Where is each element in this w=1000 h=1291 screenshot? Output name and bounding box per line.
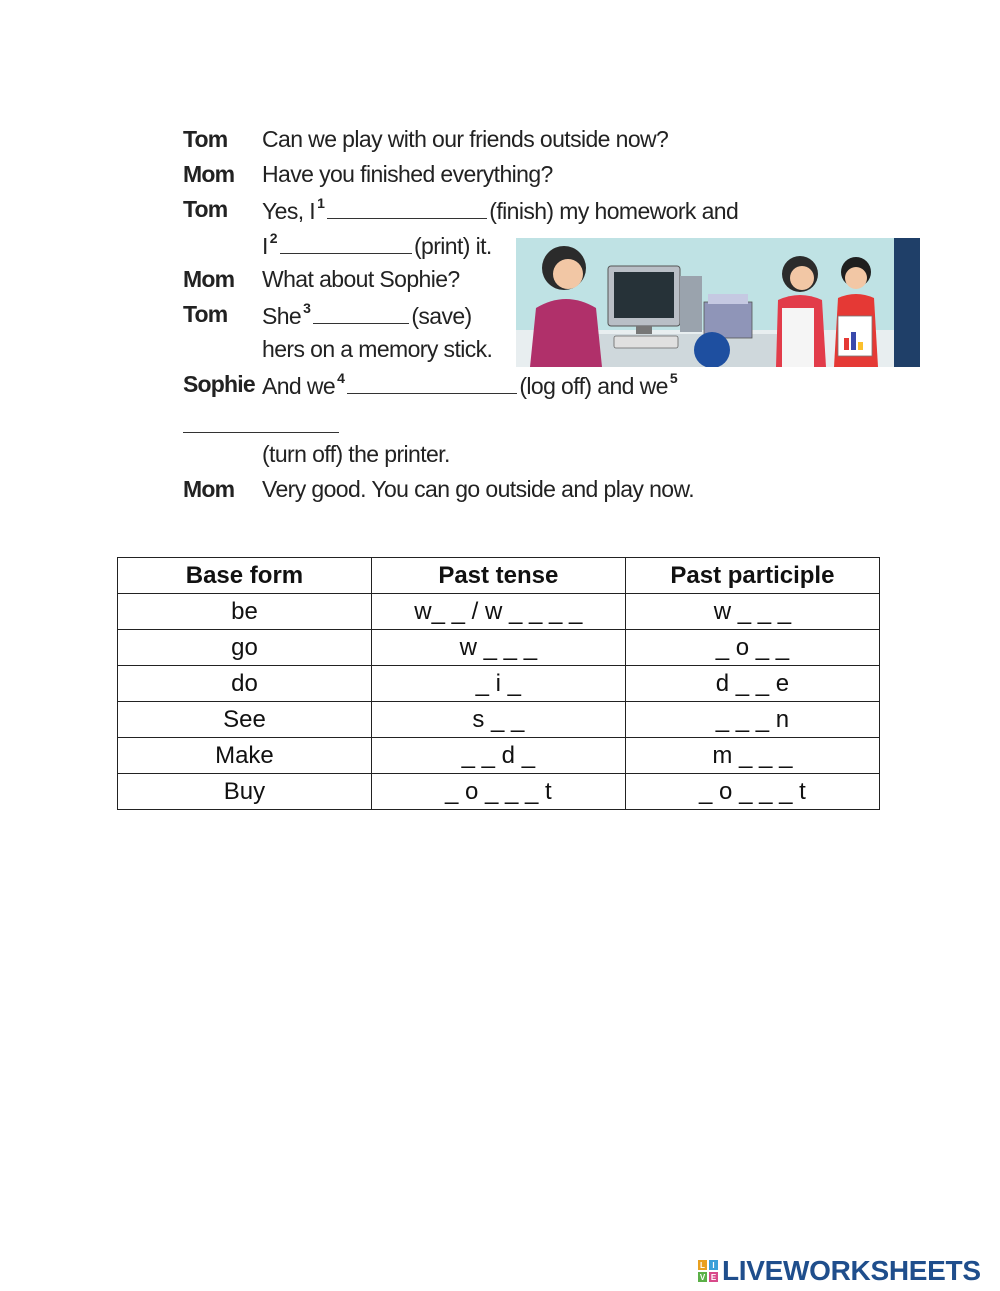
mark-letter: L	[697, 1259, 708, 1271]
verb-hint: (finish) my homework and	[489, 198, 739, 224]
line-text	[262, 301, 472, 330]
line-text: Very good. You can go outside and play now.	[262, 476, 695, 502]
base-form-cell: Buy	[118, 774, 372, 810]
blank-number: 1	[317, 195, 325, 212]
verb-hint: (save)	[411, 303, 472, 329]
verb-hint: (log off) and we	[519, 373, 668, 399]
past-tense-cell[interactable]: _ o _ _ _ t	[371, 774, 625, 810]
answer-blank-5[interactable]	[183, 410, 339, 433]
line-text: (turn off) the printer.	[262, 441, 450, 467]
speaker-name: Tom	[183, 126, 228, 152]
line-text	[262, 371, 680, 400]
header-past-participle: Past participle	[625, 558, 879, 594]
table-row	[118, 666, 880, 702]
table-row	[118, 738, 880, 774]
table-row	[118, 630, 880, 666]
line-pre: And we	[262, 373, 336, 399]
blank-number: 3	[303, 300, 311, 317]
line-text	[262, 196, 738, 225]
liveworksheets-logo[interactable]	[697, 1256, 981, 1286]
speaker-name: Mom	[183, 476, 235, 502]
line-text: hers on a memory stick.	[262, 336, 493, 362]
header-past-tense: Past tense	[371, 558, 625, 594]
classroom-computer-scene-icon	[516, 238, 920, 367]
past-tense-cell[interactable]: w _ _ _	[371, 630, 625, 666]
line-pre: I	[262, 233, 268, 259]
logo-text: LIVEWORKSHEETS	[722, 1255, 981, 1286]
base-form-cell: do	[118, 666, 372, 702]
past-tense-cell[interactable]: _ i _	[371, 666, 625, 702]
answer-blank-3[interactable]	[313, 301, 409, 324]
mark-letter: E	[708, 1271, 719, 1283]
answer-blank-1[interactable]	[327, 196, 487, 219]
line-text: Can we play with our friends outside now?	[262, 126, 669, 152]
blank-number: 2	[269, 230, 277, 247]
mark-letter: I	[708, 1259, 719, 1271]
base-form-cell: See	[118, 702, 372, 738]
verb-hint: (print) it.	[413, 233, 492, 259]
past-participle-cell[interactable]: w _ _ _	[625, 594, 879, 630]
base-form-cell: Make	[118, 738, 372, 774]
line-pre: She	[262, 303, 302, 329]
past-participle-cell[interactable]: _ _ _ n	[625, 702, 879, 738]
speaker-name: Tom	[183, 301, 228, 327]
past-participle-cell[interactable]: d _ _ e	[625, 666, 879, 702]
line-text: What about Sophie?	[262, 266, 460, 292]
speaker-name: Mom	[183, 266, 235, 292]
table-row	[118, 594, 880, 630]
speaker-name: Mom	[183, 161, 235, 187]
line-text	[262, 231, 492, 260]
table-row	[118, 702, 880, 738]
answer-blank-4[interactable]	[347, 371, 517, 394]
past-participle-cell[interactable]: m _ _ _	[625, 738, 879, 774]
blank-number: 4	[337, 370, 345, 387]
blank-number: 5	[669, 370, 678, 387]
past-participle-cell[interactable]: _ o _ _ _ t	[625, 774, 879, 810]
base-form-cell: go	[118, 630, 372, 666]
past-tense-cell[interactable]: _ _ d _	[371, 738, 625, 774]
table-row	[118, 774, 880, 810]
line-pre: Yes, I	[262, 198, 316, 224]
past-tense-cell[interactable]: w_ _ / w _ _ _ _	[371, 594, 625, 630]
liveworksheets-mark-icon	[697, 1259, 719, 1283]
table-header-row	[118, 558, 880, 594]
past-tense-cell[interactable]: s _ _	[371, 702, 625, 738]
mark-letter: V	[697, 1271, 708, 1283]
line-text: Have you finished everything?	[262, 161, 553, 187]
header-base-form: Base form	[118, 558, 372, 594]
past-participle-cell[interactable]: _ o _ _	[625, 630, 879, 666]
verb-forms-table	[117, 557, 880, 810]
speaker-name: Sophie	[183, 371, 255, 397]
answer-blank-2[interactable]	[280, 231, 412, 254]
speaker-name: Tom	[183, 196, 228, 222]
base-form-cell: be	[118, 594, 372, 630]
